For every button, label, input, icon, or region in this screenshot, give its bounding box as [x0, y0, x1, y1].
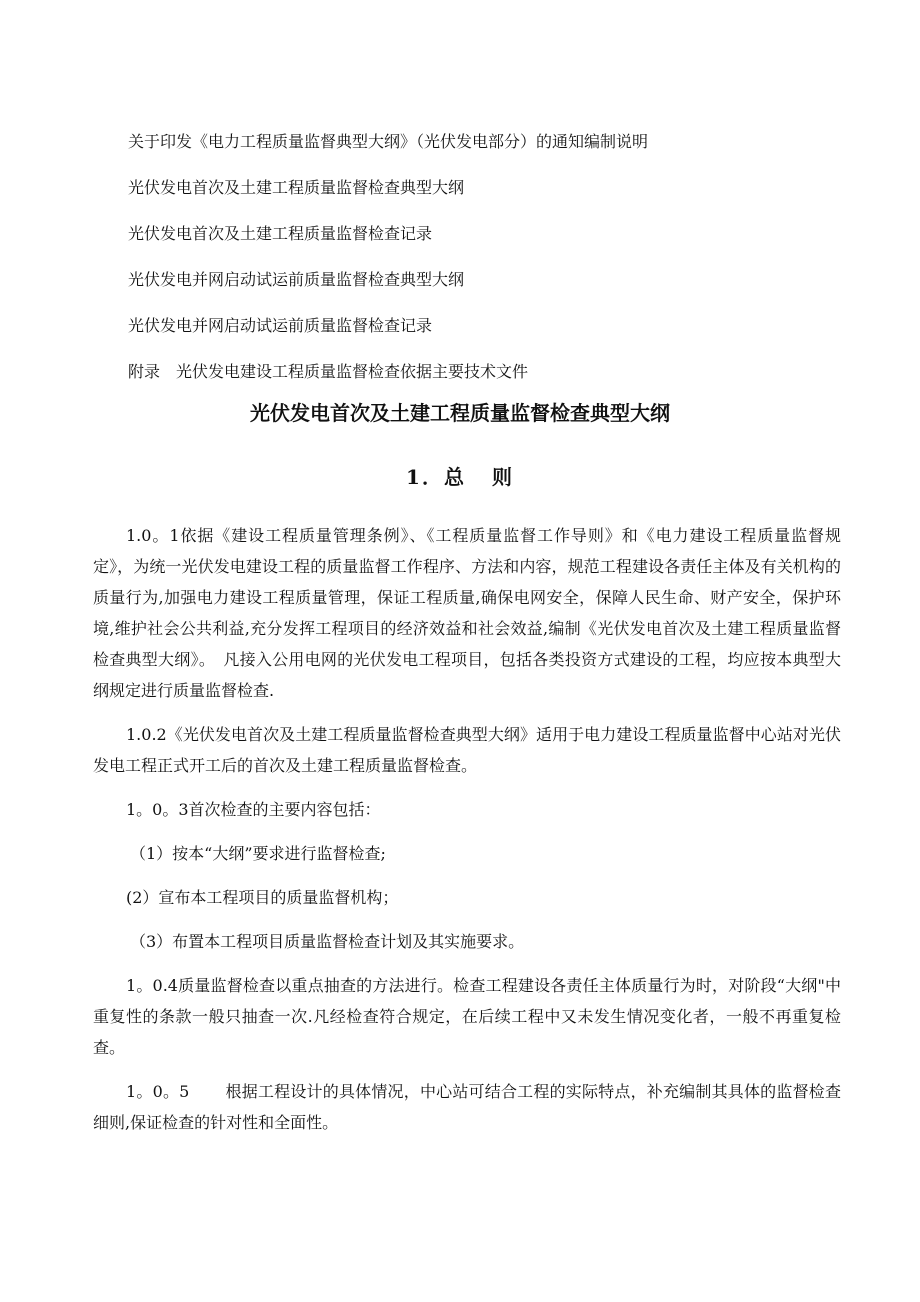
paragraph-text: 根据工程设计的具体情况，中心站可结合工程的实际特点，补充编制其具体的监督检查细则,保证检查的针对性和全面性。	[93, 1082, 841, 1132]
appendix-text: 光伏发电建设工程质量监督检查依据主要技术文件	[176, 362, 529, 381]
toc-item: 光伏发电首次及土建工程质量监督检查典型大纲	[128, 178, 465, 197]
table-of-contents	[128, 128, 848, 404]
document-body	[93, 520, 841, 1138]
list-item: （3）布置本工程项目质量监督检查计划及其实施要求。	[130, 932, 525, 951]
appendix-label: 附录	[128, 362, 161, 381]
document-title: 光伏发电首次及土建工程质量监督检查典型大纲	[250, 401, 670, 425]
section-name: 则	[491, 465, 514, 489]
paragraph-1-0-5	[93, 1076, 841, 1138]
list-item: （1）按本“大纲”要求进行监督检查;	[130, 844, 386, 863]
section-heading	[0, 462, 920, 492]
paragraph-1-0-2: 1.0.2《光伏发电首次及土建工程质量监督检查典型大纲》适用于电力建设工程质量监督中心站对光伏发电工程正式开工后的首次及土建工程质量监督检查。	[93, 725, 841, 775]
toc-item: 光伏发电并网启动试运前质量监督检查典型大纲	[128, 270, 465, 289]
paragraph-1-0-4: 1。0.4质量监督检查以重点抽查的方法进行。检查工程建设各责任主体质量行为时，对阶段“大纲"中重复性的条款一般只抽查一次.凡经检查符合规定，在后续工程中又未发生情况变化者，一般不再重复检查。	[93, 976, 841, 1057]
paragraph-1-0-3: 1。0。3首次检查的主要内容包括：	[126, 800, 381, 819]
paragraph-number: 1。0。5	[126, 1082, 190, 1101]
paragraph-1-0-1: 1.0。1依据《建设工程质量管理条例》、《工程质量监督工作导则》和《电力建设工程质量监督规定》，为统一光伏发电建设工程的质量监督工作程序、方法和内容，规范工程建设各责任主体及有关机构的质量行为,加强电力建设工程质量管理，保证工程质量,确保电网安全，保障人民生命、财产安全，保护环境,维护社会公共利益,充分发挥工程项目的经济效益和社会效益,编制《光伏发电首次及土建工程质量监督检查典型大纲》。 凡接入公用电网的光伏发电工程项目，包括各类投资方式建设的工程，均应按本典型大纲规定进行质量监督检查.	[93, 526, 841, 700]
toc-item: 光伏发电并网启动试运前质量监督检查记录	[128, 316, 433, 335]
section-number: 1．总	[406, 465, 466, 489]
toc-item: 光伏发电首次及土建工程质量监督检查记录	[128, 224, 433, 243]
toc-item: 关于印发《电力工程质量监督典型大纲》（光伏发电部分）的通知编制说明	[128, 132, 649, 151]
list-item: (2）宣布本工程项目的质量监督机构；	[126, 888, 399, 907]
